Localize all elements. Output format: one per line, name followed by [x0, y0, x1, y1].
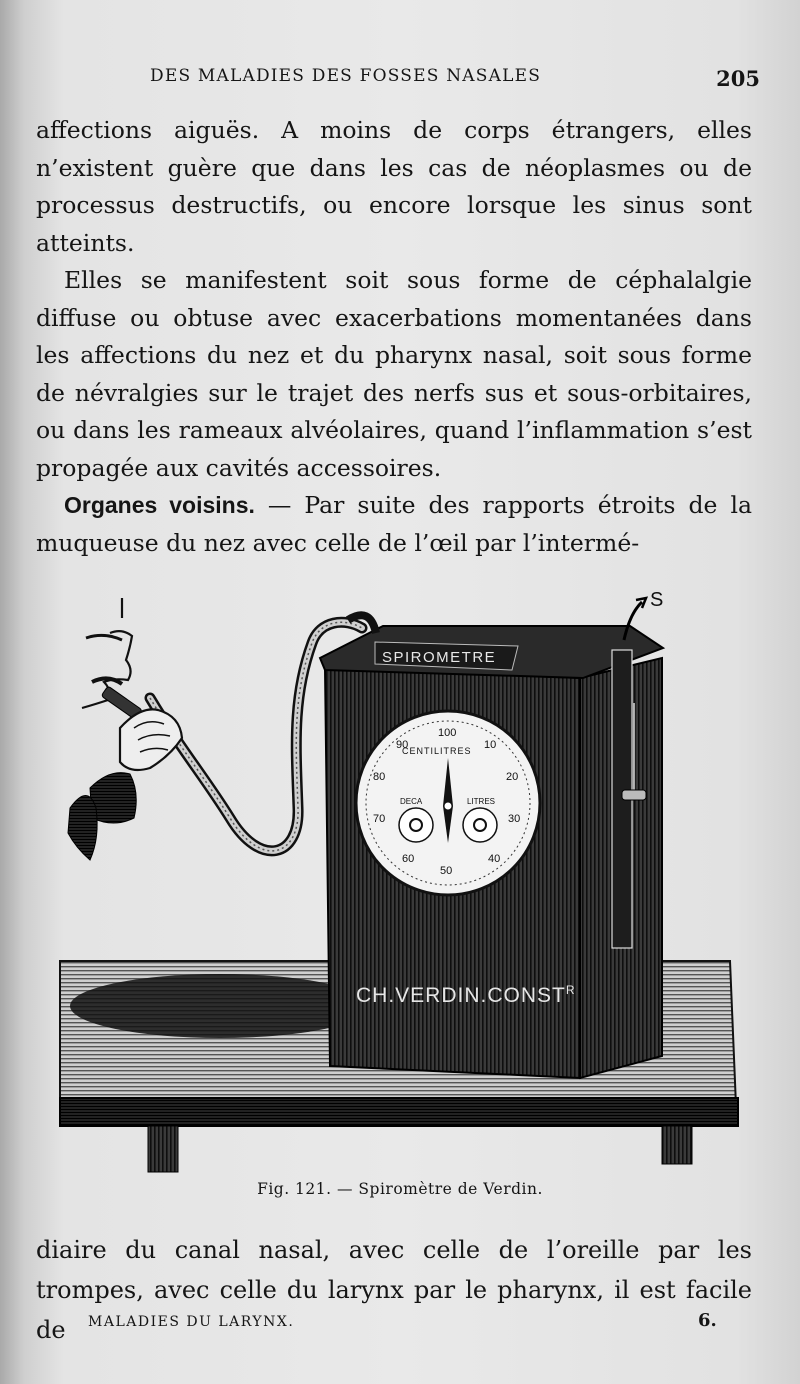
dial-num-70: 70 — [373, 813, 386, 825]
dial-num-100: 100 — [438, 727, 457, 739]
label-s: S — [650, 589, 664, 611]
subdial-left-label: DECA — [400, 797, 423, 806]
maker-label — [356, 983, 576, 1007]
signature-line: MALADIES DU LARYNX. — [88, 1314, 295, 1330]
subdial-left — [399, 808, 433, 842]
dial-num-80: 80 — [373, 771, 386, 783]
page-number: 205 — [716, 66, 760, 91]
figure-caption: Fig. 121. — Spiromètre de Verdin. — [257, 1180, 543, 1198]
table-shadow — [70, 974, 370, 1038]
sleeve — [68, 796, 97, 861]
eye — [86, 635, 122, 640]
table-leg-right — [662, 1126, 692, 1164]
figure-spirometer — [30, 578, 770, 1173]
subdial-right — [463, 808, 497, 842]
spirometer-illustration — [30, 578, 770, 1173]
paragraph-1: affections aiguës. A moins de corps étrangers, elles n’existent guère que dans les cas de néoplasmes ou de processus destructifs, ou encore lorsque les sinus sont atteints. — [36, 116, 752, 257]
subdial-right-label: LITRES — [467, 797, 496, 806]
dial-num-60: 60 — [402, 853, 415, 865]
dial-num-50: 50 — [440, 865, 453, 877]
running-title: DES MALADIES DES FOSSES NASALES — [150, 66, 542, 86]
section-lead: Organes voisins. — [64, 492, 255, 518]
maker-superscript: R — [565, 983, 576, 997]
dial-num-30: 30 — [508, 813, 521, 825]
side-gauge-slider — [622, 790, 646, 800]
dial-num-20: 20 — [506, 771, 519, 783]
dial-units: CENTILITRES — [402, 746, 472, 756]
hand — [120, 709, 182, 770]
maker-name: CH.VERDIN.CONST — [356, 984, 566, 1007]
signature-mark: 6. — [698, 1310, 717, 1331]
table-leg-left — [148, 1126, 178, 1172]
paragraph-2: Elles se manifestent soit sous forme de céphalalgie diffuse ou obtuse avec exacerbations momentanées dans les affections du nez et du pharynx nasal, soit sous forme de névralgies sur le trajet des nerfs sus et sous-orbitaires, ou dans les rameaux alvéolaires, quand l’inflammation s’est propagée aux cavités accessoires. — [36, 266, 752, 482]
paragraph-4: diaire du canal nasal, avec celle de l’oreille par les trompes, avec celle du larynx par le pharynx, il est facile de — [36, 1236, 752, 1344]
table-edge — [60, 1098, 738, 1126]
paragraph-3 — [36, 487, 752, 562]
plate-label: SPIROMETRE — [382, 649, 497, 666]
dial-num-40: 40 — [488, 853, 501, 865]
dial-num-90: 90 — [396, 739, 409, 751]
dial-num-10: 10 — [484, 739, 497, 751]
paragraph-3-text: — Par suite des rapports étroits de la muqueuse du nez avec celle de l’œil par l’intermé- — [36, 491, 752, 557]
